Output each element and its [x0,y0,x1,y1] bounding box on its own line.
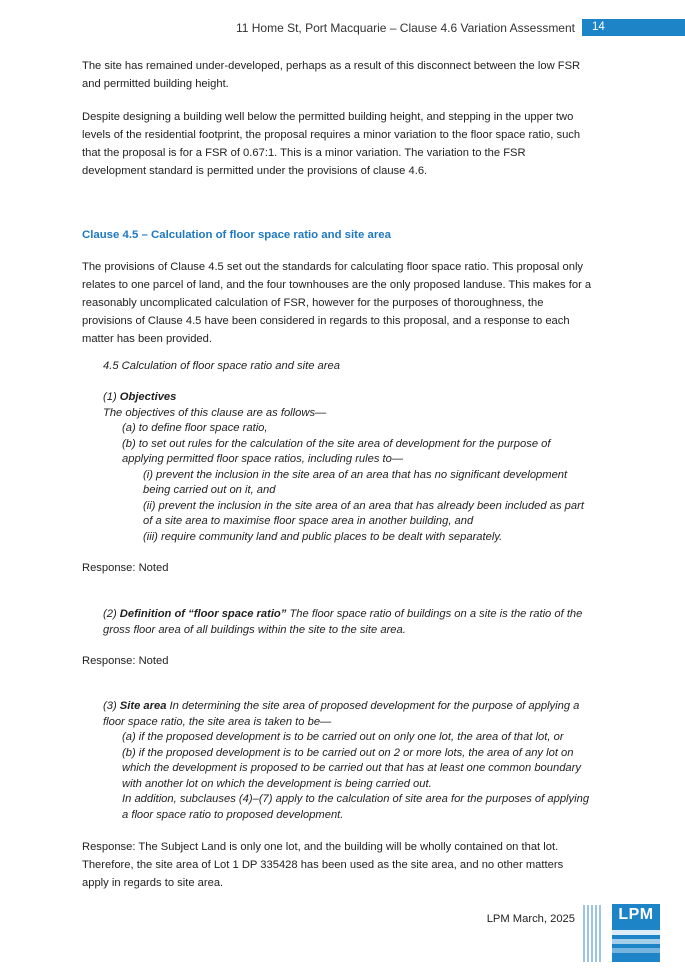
logo-band [612,939,660,944]
clause-title: 4.5 Calculation of floor space ratio and site area [103,360,340,372]
footer-date: LPM March, 2025 [486,913,575,925]
page-number: 14 [592,21,605,33]
subclause-1-b-i: (i) prevent the inclusion in the site area of an area that has no significant development being carried out on it, and [143,468,568,496]
subclause-3-b: (b) if the proposed development is to be carried out on 2 or more lots, the area of any lot on which the development is proposed to be carried out that has at least one common boundary with another lot on which the development is being carried out. [122,746,581,790]
logo-band [612,930,660,935]
subclause-1-b: (b) to set out rules for the calculation of the site area of development for the purpose of applying permitted floor space ratios, including rules to— [122,437,551,465]
subclause-3-label: Site area [119,700,167,712]
subclause-2-text: The floor space ratio of buildings on a site is the ratio of the gross floor area of all buildings within the site to the site area. [103,608,583,636]
subclause-1-label: Objectives [119,391,177,403]
subclause-2 [103,607,593,638]
section-paragraph: The provisions of Clause 4.5 set out the standards for calculating floor space ratio. This proposal only relates to one parcel of land, and the four townhouses are the only proposed landuse. This makes for a reasonably uncomplicated calculation of FSR, however for the purposes of thoroughness, the provisions of Clause 4.5 have been considered in regards to this proposal, and a response to each matter has been provided. [82,261,592,345]
subclause-1-heading [103,390,593,406]
section-heading: Clause 4.5 – Calculation of floor space ratio and site area [82,229,391,241]
subclause-3-note: In addition, subclauses (4)–(7) apply to the calculation of site area for the purposes of applying a floor space ratio to proposed development. [122,793,590,821]
subclause-2-number: (2) [103,608,120,620]
subclause-2-label: Definition of “floor space ratio” [119,608,287,620]
subclause-3-number: (3) [103,700,120,712]
subclause-3-text: In determining the site area of proposed development for the purpose of applying a floor space ratio, the site area is taken to be— [103,700,580,728]
response-1: Response: Noted [82,562,169,574]
subclause-1-intro: The objectives of this clause are as follows— [103,406,327,419]
subclause-3 [103,699,593,730]
subclause-1-number: (1) [103,391,120,403]
lpm-logo [612,904,660,962]
response-3: Response: The Subject Land is only one lot, and the building will be wholly contained on that lot. Therefore, the site area of Lot 1 DP 335428 has been used as the site area, and no other matters apply in regards to site area. [82,841,564,889]
logo-band [612,948,660,953]
subclause-3-a: (a) if the proposed development is to be carried out on only one lot, the area of that lot, or [122,731,564,743]
subclause-1-a: (a) to define floor space ratio, [122,422,268,434]
header-title: 11 Home St, Port Macquarie – Clause 4.6 Variation Assessment [235,21,575,35]
intro-paragraph-1: The site has remained under-developed, perhaps as a result of this disconnect between the low FSR and permitted building height. [82,60,581,90]
subclause-1-b-ii: (ii) prevent the inclusion in the site area of an area that has already been included as part of a site area to maximise floor space area in another building, and [143,499,584,527]
page-number-badge [582,19,685,36]
intro-paragraph-2: Despite designing a building well below the permitted building height, and stepping in the upper two levels of the residential footprint, the proposal requires a minor variation to the floor space ratio, such that the proposal is for a FSR of 0.67:1. This is a minor variation. The variation to the FSR development standard is permitted under the provisions of clause 4.6. [82,111,581,177]
subclause-1-b-iii: (iii) require community land and public places to be dealt with separately. [143,530,503,543]
response-2: Response: Noted [82,655,169,667]
logo-text: LPM [618,906,654,923]
